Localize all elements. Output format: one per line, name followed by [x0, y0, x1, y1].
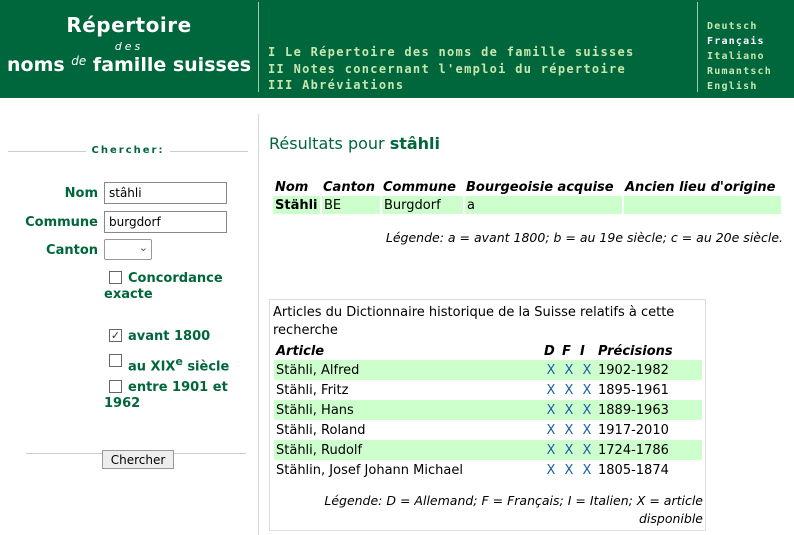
nav-item-repertoire[interactable]: I Le Répertoire des noms de famille suisses: [268, 45, 635, 59]
results-query: stâhli: [389, 134, 441, 153]
xix-checkbox[interactable]: [109, 354, 122, 367]
logo-line-1: Répertoire: [66, 13, 192, 37]
col-i: I: [580, 343, 585, 359]
table-row: [274, 420, 702, 440]
link-f[interactable]: X: [560, 360, 578, 380]
search-title: Chercher:: [8, 145, 248, 156]
site-header: [0, 0, 794, 98]
link-f[interactable]: X: [564, 462, 574, 478]
logo-word-noms: noms: [6, 54, 65, 76]
article-link[interactable]: Stähli, Roland: [276, 422, 366, 438]
article-link[interactable]: Stähli, Fritz: [276, 382, 349, 398]
cell-ancien: [623, 196, 782, 214]
link-f[interactable]: X: [560, 400, 578, 420]
exact-label: Concordance exacte: [104, 271, 223, 302]
dhs-legend: Légende: D = Allemand; F = Français; I = Italien; X = article disponible: [324, 493, 703, 526]
col-canton: Canton: [323, 179, 375, 195]
xix-label-text: au XIX: [128, 359, 176, 375]
col-article: Article: [276, 343, 325, 359]
link-f[interactable]: X: [564, 422, 574, 438]
col-nom: Nom: [275, 179, 309, 195]
canton-label: Canton: [46, 243, 98, 258]
logo-word-famille: famille suisses: [92, 54, 252, 76]
lang-italiano[interactable]: Italiano: [707, 51, 765, 62]
xix-label-suffix: siècle: [182, 359, 230, 375]
lang-francais[interactable]: Français: [707, 36, 765, 47]
top-nav: [268, 44, 635, 94]
cell-precisions: 1889-1963: [596, 400, 702, 420]
link-f[interactable]: X: [564, 382, 574, 398]
sidebar-divider: [258, 114, 259, 535]
cell-bourgeoisie: a: [464, 196, 623, 214]
header-divider: [258, 2, 259, 92]
cell-commune: Burgdorf: [381, 196, 464, 214]
nav-item-notes[interactable]: II Notes concernant l'emploi du répertoire: [268, 61, 627, 76]
cell-precisions: 1902-1982: [596, 360, 702, 380]
xix-label-sup: e: [175, 355, 183, 368]
col-precisions: Précisions: [598, 343, 673, 359]
link-d[interactable]: X: [542, 400, 560, 420]
logo-word-de: de: [71, 54, 87, 68]
link-i[interactable]: X: [582, 462, 592, 478]
results-title: [269, 134, 440, 153]
article-link[interactable]: Stählin, Josef Johann Michael: [276, 462, 463, 478]
range-label: entre 1901 et 1962: [104, 380, 228, 411]
lang-deutsch[interactable]: Deutsch: [707, 21, 758, 32]
cell-precisions: 1724-1786: [596, 440, 702, 460]
link-i[interactable]: X: [578, 400, 596, 420]
cell-precisions: 1895-1961: [598, 382, 669, 398]
article-link[interactable]: Stähli, Hans: [274, 400, 542, 420]
link-i[interactable]: X: [578, 440, 596, 460]
link-d[interactable]: X: [546, 462, 556, 478]
article-link[interactable]: Stähli, Rudolf: [274, 440, 542, 460]
col-d: D: [544, 343, 555, 359]
cell-precisions: 1805-1874: [598, 462, 669, 478]
dhs-table: [274, 342, 702, 480]
checkmark-icon: ✓: [110, 329, 121, 342]
header-divider: [697, 2, 698, 92]
language-switcher: [707, 19, 772, 94]
cell-precisions: 1917-2010: [598, 422, 669, 438]
link-i[interactable]: X: [582, 382, 592, 398]
results-header-row: [273, 178, 782, 196]
link-d[interactable]: X: [546, 422, 556, 438]
table-row: [274, 400, 702, 420]
before1800-label: avant 1800: [128, 329, 211, 344]
link-i[interactable]: X: [578, 360, 596, 380]
col-f: F: [562, 343, 571, 359]
cell-canton: BE: [321, 196, 381, 214]
logo-line-2: des: [114, 40, 144, 53]
results-table: [273, 178, 783, 214]
commune-label: Commune: [25, 215, 98, 230]
before1800-checkbox[interactable]: [109, 329, 122, 342]
article-link[interactable]: Stähli, Alfred: [274, 360, 542, 380]
cell-nom: Stähli: [273, 196, 321, 214]
nav-item-abreviations[interactable]: III Abréviations: [268, 78, 405, 92]
results-title-prefix: Résultats pour: [269, 134, 390, 153]
link-d[interactable]: X: [542, 360, 560, 380]
dhs-header-row: [274, 342, 702, 360]
canton-select[interactable]: [104, 239, 152, 260]
link-d[interactable]: X: [542, 440, 560, 460]
table-row: [274, 440, 702, 460]
link-f[interactable]: X: [560, 440, 578, 460]
nom-label: Nom: [64, 186, 98, 201]
xix-label: [128, 354, 229, 375]
link-i[interactable]: X: [582, 422, 592, 438]
search-button[interactable]: Chercher: [102, 450, 174, 469]
results-legend: Légende: a = avant 1800; b = au 19e siècle; c = au 20e siècle.: [385, 230, 783, 245]
table-row: [274, 460, 702, 480]
logo-line-3: [0, 54, 258, 76]
lang-rumantsch[interactable]: Rumantsch: [707, 66, 772, 77]
table-row: [273, 196, 782, 214]
nom-input[interactable]: [104, 182, 227, 204]
table-row: [274, 380, 702, 400]
col-ancien: Ancien lieu d'origine: [625, 179, 776, 195]
site-logo[interactable]: [0, 0, 258, 98]
lang-english[interactable]: English: [707, 81, 758, 92]
col-bourgeoisie: Bourgeoisie acquise: [466, 179, 614, 195]
table-row: [274, 360, 702, 380]
dhs-heading: Articles du Dictionnaire historique de la Suisse relatifs à cette recherche: [273, 305, 675, 338]
link-d[interactable]: X: [546, 382, 556, 398]
col-commune: Commune: [383, 179, 456, 195]
chevron-down-icon: ⌄: [138, 241, 148, 254]
commune-input[interactable]: [104, 211, 227, 233]
